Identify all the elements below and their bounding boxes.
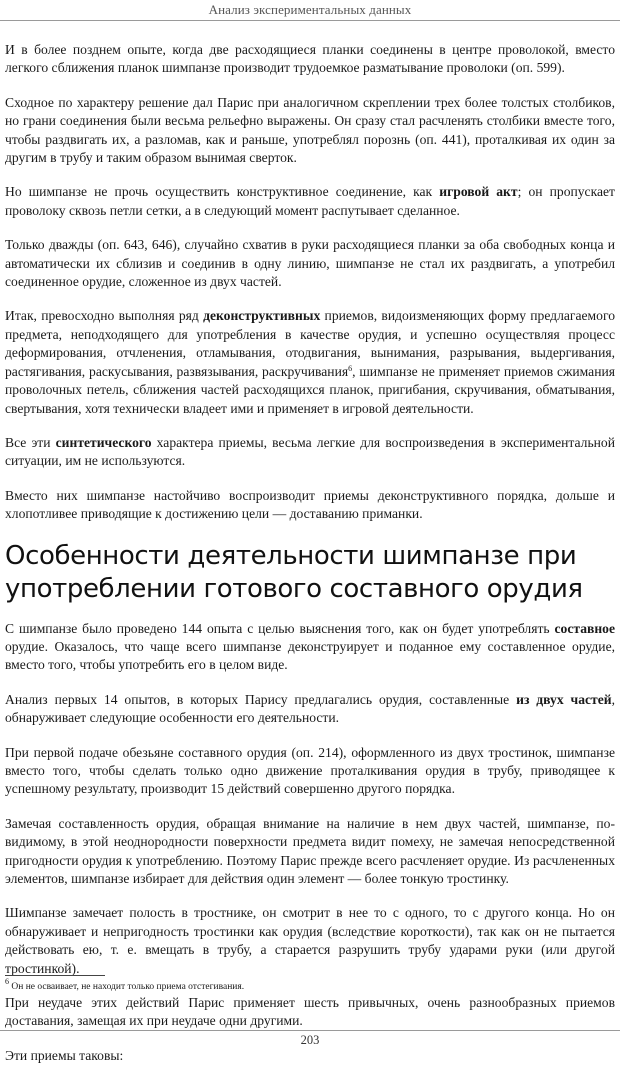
paragraph-9	[5, 691, 615, 728]
footnote-reference: 6	[348, 363, 353, 373]
footnote-rule	[5, 975, 105, 976]
paragraph-8-pre: С шимпанзе было проведено 144 опыта с целью выяснения того, как он будет употреблять	[5, 620, 555, 636]
page-content	[5, 41, 615, 1081]
paragraph-8-post: орудие. Оказалось, что чаще всего шимпанзе деконструирует и поданное ему составленное орудие, вместо того, чтобы употребить его в целом виде.	[5, 638, 615, 673]
paragraph-10: При первой подаче обезьяне составного орудия (оп. 214), оформленного из двух тростинок, шимпанзе вместо того, чтобы сделать только одно движение проталкивания орудия в трубу, приводящее к успешному результату, производит 15 действий совершенно другого порядка.	[5, 744, 615, 797]
section-heading: Особенности деятельности шимпанзе при употреблении готового составного орудия	[5, 540, 583, 604]
paragraph-3	[5, 183, 615, 220]
paragraph-5	[5, 307, 615, 417]
footnote-area	[5, 975, 615, 993]
bold-term-synthetic: синтетического	[55, 434, 152, 450]
paragraph-4: Только дважды (оп. 643, 646), случайно схватив в руки расходящиеся планки за оба свободных конца и автоматически их сблизив и соединив в одну линию, шимпанзе не стал их раздвигать, а употребил соединенное орудие, сложенное из двух частей.	[5, 237, 615, 290]
bold-term-composite: составное	[554, 620, 615, 636]
paragraph-6	[5, 434, 615, 471]
bold-term-game-act: игровой акт	[439, 184, 518, 200]
paragraph-14: Эти приемы таковы:	[5, 1047, 124, 1063]
bold-term-two-parts: из двух частей	[516, 691, 612, 707]
paragraph-12: Шимпанзе замечает полость в тростнике, он смотрит в нее то с одного, то с другого конца. Но он обнаруживает и непригодность тростинки как орудия (вследствие короткости), так как он не пытается действовать ею, т. е. вмещать в трубу, а старается разрушить трубу ударами руки (или другой тростинкой).	[5, 905, 615, 976]
footnote	[5, 977, 615, 993]
paragraph-8	[5, 620, 615, 675]
paragraph-9-pre: Анализ первых 14 опытов, в которых Парису предлагались орудия, составленные	[5, 691, 517, 707]
paragraph-9-post: , обнаруживает следующие особенности его деятельности.	[5, 691, 615, 726]
bold-term-deconstructive: деконструктивных	[203, 308, 321, 324]
paragraph-5-post: , шимпанзе не применяет приемов сжимания проволочных петель, сближения частей расходящихся планок, пригибания, скручивания, обматывания, свертывания, хотя технически владеет ими и применяет в игровой деятельности.	[5, 363, 615, 416]
footnote-text: Он не осваивает, не находит только приема отстегивания.	[9, 982, 245, 992]
paragraph-2: Сходное по характеру решение дал Парис при аналогичном скреплении трех более толстых столбиков, но грани соединения были весьма рельефно выражены. Он сразу стал расчленять столбики вместе того, чтобы раздвигать их, а разломав, как и раньше, употреблял порознь (оп. 441), проталкивая их один за другим в трубу и таким образом вынимая сверток.	[5, 94, 615, 166]
footer-rule	[0, 1030, 620, 1031]
paragraph-6-post: характера приемы, весьма легкие для воспроизведения в экспериментальной ситуации, им не используются.	[5, 434, 615, 469]
paragraph-3-pre: Но шимпанзе не прочь осуществить конструктивное соединение, как	[5, 184, 440, 200]
running-header: Анализ экспериментальных данных	[208, 2, 412, 17]
paragraph-6-pre: Все эти	[5, 434, 56, 450]
page-number: 203	[300, 1033, 320, 1047]
footnote-marker: 6	[5, 977, 9, 986]
paragraph-11: Замечая составленность орудия, обращая внимание на наличие в нем двух частей, шимпанзе, по-видимому, в этой неоднородности поверхности предмета видит помеху, не замечая непосредственной пригодности орудия к употреблению. Поэтому Парис прежде всего расчленяет орудие. Из расчлененных элементов, шимпанзе избирает для действия один элемент — более тонкую тростинку.	[5, 815, 615, 886]
header-rule	[0, 20, 620, 21]
paragraph-5-mid: приемов, видоизменяющих форму предлагаемого предмета, неподходящего для употребления в качестве орудия, и успешно осуществляя процесс деформирования, отчленения, отламывания, отодвигания, вынимания, разрывания, выдергивания, растягивания, раскусывания, развязывания, раскручивания	[5, 308, 615, 379]
paragraph-13: При неудаче этих действий Парис применяет шесть привычных, очень разнообразных приемов доставания, замещая их при неудаче одни другими.	[5, 995, 615, 1029]
paragraph-3-post: ; он пропускает проволоку сквозь петли сетки, а в следующий момент распутывает сделанное.	[5, 184, 616, 218]
paragraph-5-pre: Итак, превосходно выполняя ряд	[5, 308, 204, 324]
paragraph-7: Вместо них шимпанзе настойчиво воспроизводит приемы деконструктивного порядка, дольше и хлопотливее приводящие к достижению цели — доставанию приманки.	[5, 487, 615, 522]
paragraph-1: И в более позднем опыте, когда две расходящиеся планки соединены в центре проволокой, вместо легкого сближения планок шимпанзе производит трудоемкое разматывание проволоки (оп. 599).	[5, 42, 615, 76]
